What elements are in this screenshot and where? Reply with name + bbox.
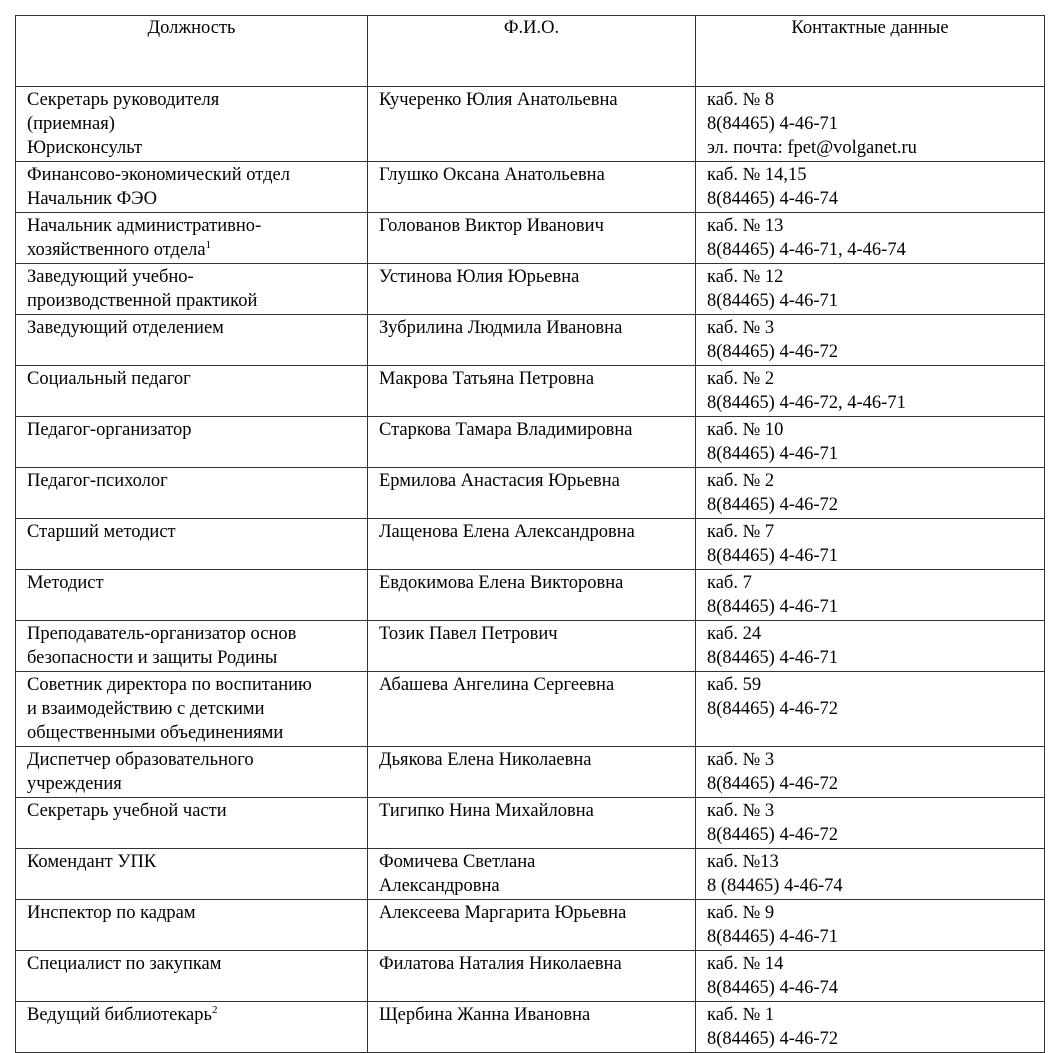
contacts-cell-line [707,748,1033,772]
footnote-marker: 1 [205,239,212,251]
position-cell-line [27,163,356,187]
position-cell-line [27,1003,356,1027]
table-row [16,366,1045,417]
name-cell [368,798,696,849]
name-cell [368,162,696,213]
header-contacts: Контактные данные [696,16,1045,87]
position-cell-text: Финансово-экономический отдел [27,165,290,185]
name-cell [368,570,696,621]
contacts-cell-text: 8(84465) 4-46-71, 4-46-74 [707,240,906,260]
header-position: Должность [16,16,368,87]
name-cell-text: Старкова Тамара Владимировна [379,420,633,440]
contacts-cell-line [707,673,1033,697]
name-cell-line [379,901,684,925]
position-cell [16,162,368,213]
contacts-cell-text: 8 (84465) 4-46-74 [707,876,843,896]
contacts-cell-line [707,391,1033,415]
contacts-cell [696,162,1045,213]
contacts-cell-line [707,571,1033,595]
table-row [16,468,1045,519]
contacts-cell [696,951,1045,1002]
name-cell [368,366,696,417]
position-cell-line [27,316,356,340]
name-cell [368,213,696,264]
position-cell-text: (приемная) [27,114,115,134]
contacts-cell-text: каб. №13 [707,852,779,872]
contacts-cell-line [707,1003,1033,1027]
contacts-cell-text: 8(84465) 4-46-72 [707,774,839,794]
position-cell-line [27,901,356,925]
contacts-cell-line [707,925,1033,949]
name-cell-text: Глушко Оксана Анатольевна [379,165,605,185]
contacts-cell-text: 8(84465) 4-46-74 [707,978,839,998]
position-cell [16,519,368,570]
name-cell-line [379,850,684,874]
position-cell-line [27,646,356,670]
position-cell [16,468,368,519]
contacts-cell-text: каб. 7 [707,573,752,593]
table-row [16,798,1045,849]
name-cell-text: Ермилова Анастасия Юрьевна [379,471,620,491]
contacts-cell-line [707,520,1033,544]
contacts-table [15,15,1045,1053]
name-cell-line [379,520,684,544]
name-cell-line [379,88,684,112]
name-cell-line [379,622,684,646]
position-cell [16,747,368,798]
contacts-cell-text: каб. № 9 [707,903,775,923]
contacts-cell-line [707,595,1033,619]
contacts-cell-line [707,976,1033,1000]
name-cell [368,672,696,747]
contacts-cell-text: 8(84465) 4-46-72 [707,495,839,515]
name-cell-text: Абашева Ангелина Сергеевна [379,675,615,695]
contacts-cell-line [707,340,1033,364]
name-cell-line [379,265,684,289]
name-cell [368,417,696,468]
position-cell [16,315,368,366]
contacts-cell-line [707,1027,1033,1051]
table-row [16,672,1045,747]
contacts-cell-line [707,901,1033,925]
table-row [16,570,1045,621]
contacts-cell-text: каб. № 14 [707,954,784,974]
contacts-cell-text: каб. № 2 [707,471,775,491]
contacts-cell-text: 8(84465) 4-46-72 [707,699,839,719]
contacts-cell-text: каб. № 14,15 [707,165,807,185]
contacts-cell-line [707,544,1033,568]
contacts-cell-line [707,469,1033,493]
contacts-cell-text: 8(84465) 4-46-72, 4-46-71 [707,393,906,413]
position-cell-text: учреждения [27,774,122,794]
position-cell-text: Преподаватель-организатор основ [27,624,297,644]
position-cell-text: безопасности и защиты Родины [27,648,278,668]
name-cell-text: Фомичева Светлана [379,852,536,872]
position-cell [16,951,368,1002]
position-cell [16,900,368,951]
position-cell-line [27,673,356,697]
contacts-cell [696,900,1045,951]
name-cell-text: Кучеренко Юлия Анатольевна [379,90,618,110]
table-row [16,747,1045,798]
name-cell-text: Тигипко Нина Михайловна [379,801,594,821]
position-cell-text: общественными объединениями [27,723,284,743]
contacts-cell [696,264,1045,315]
position-cell-text: Заведующий отделением [27,318,224,338]
position-cell-text: Диспетчер образовательного [27,750,254,770]
contacts-cell [696,519,1045,570]
position-cell-line [27,187,356,211]
name-cell [368,519,696,570]
table-row [16,315,1045,366]
position-cell-text: Ведущий библиотекарь [27,1005,212,1025]
table-header-row [16,16,1045,87]
name-cell-line [379,799,684,823]
name-cell-text: Александровна [379,876,500,896]
contacts-cell [696,366,1045,417]
contacts-cell-text: каб. № 13 [707,216,784,236]
contacts-cell-line [707,316,1033,340]
contacts-cell-text: 8(84465) 4-46-71 [707,648,839,668]
table-row [16,417,1045,468]
contacts-cell [696,315,1045,366]
name-cell-line [379,952,684,976]
name-cell-line [379,874,684,898]
name-cell-line [379,571,684,595]
position-cell [16,570,368,621]
name-cell [368,1002,696,1053]
contacts-cell-line [707,289,1033,313]
name-cell-line [379,418,684,442]
contacts-cell-line [707,697,1033,721]
contacts-cell-line [707,442,1033,466]
contacts-cell-text: 8(84465) 4-46-71 [707,444,839,464]
position-cell-text: Комендант УПК [27,852,157,872]
position-cell-line [27,952,356,976]
position-cell-line [27,772,356,796]
position-cell-line [27,418,356,442]
contacts-cell [696,621,1045,672]
position-cell-line [27,469,356,493]
position-cell-text: Заведующий учебно- [27,267,194,287]
contacts-cell-line [707,646,1033,670]
contacts-cell [696,672,1045,747]
position-cell [16,264,368,315]
position-cell-line [27,850,356,874]
position-cell [16,213,368,264]
name-cell-line [379,469,684,493]
contacts-cell-line [707,214,1033,238]
position-cell-text: Советник директора по воспитанию [27,675,312,695]
position-cell-text: Секретарь учебной части [27,801,227,821]
table-body [16,87,1045,1053]
name-cell-line [379,316,684,340]
contacts-cell-text: каб. № 1 [707,1005,775,1025]
name-cell-text: Голованов Виктор Иванович [379,216,604,236]
contacts-cell [696,570,1045,621]
contacts-cell-text: каб. № 12 [707,267,784,287]
contacts-cell-text: каб. № 7 [707,522,775,542]
contacts-cell-line [707,88,1033,112]
contacts-cell-line [707,418,1033,442]
contacts-cell-text: 8(84465) 4-46-72 [707,342,839,362]
position-cell-line [27,265,356,289]
contacts-cell [696,87,1045,162]
table-row [16,213,1045,264]
position-cell-text: Социальный педагог [27,369,191,389]
contacts-cell-text: 8(84465) 4-46-71 [707,546,839,566]
position-cell-line [27,289,356,313]
name-cell-line [379,163,684,187]
position-cell-line [27,136,356,160]
contacts-cell-line [707,163,1033,187]
table-row [16,519,1045,570]
contacts-cell-text: каб. 24 [707,624,762,644]
position-cell-line [27,112,356,136]
name-cell-text: Зубрилина Людмила Ивановна [379,318,623,338]
position-cell-text: Педагог-организатор [27,420,192,440]
table-row [16,264,1045,315]
name-cell [368,621,696,672]
name-cell [368,468,696,519]
contacts-cell-text: каб. № 10 [707,420,784,440]
contacts-cell-line [707,850,1033,874]
contacts-cell-line [707,622,1033,646]
contacts-cell [696,213,1045,264]
contacts-cell-line [707,772,1033,796]
name-cell-text: Алексеева Маргарита Юрьевна [379,903,627,923]
name-cell [368,951,696,1002]
name-cell-text: Щербина Жанна Ивановна [379,1005,591,1025]
position-cell-line [27,748,356,772]
position-cell-line [27,238,356,262]
name-cell-text: Устинова Юлия Юрьевна [379,267,580,287]
position-cell-text: Педагог-психолог [27,471,168,491]
position-cell-line [27,214,356,238]
name-cell-text: Филатова Наталия Николаевна [379,954,622,974]
contacts-cell-text: каб. 59 [707,675,762,695]
footnote-marker: 2 [211,1004,218,1016]
name-cell-text: Тозик Павел Петрович [379,624,558,644]
contacts-cell-line [707,187,1033,211]
name-cell-text: Евдокимова Елена Викторовна [379,573,624,593]
contacts-cell-text: 8(84465) 4-46-71 [707,291,839,311]
position-cell-line [27,367,356,391]
contacts-cell [696,849,1045,900]
contacts-cell-text: каб. № 8 [707,90,775,110]
position-cell-text: хозяйственного отдела [27,240,206,260]
contacts-cell-line [707,112,1033,136]
position-cell [16,417,368,468]
contacts-cell-line [707,493,1033,517]
position-cell-text: Секретарь руководителя [27,90,220,110]
position-cell-line [27,721,356,745]
contacts-cell-line [707,238,1033,262]
contacts-cell-text: 8(84465) 4-46-71 [707,927,839,947]
contacts-cell-line [707,823,1033,847]
table-row [16,162,1045,213]
name-cell-line [379,1003,684,1027]
position-cell-line [27,88,356,112]
contacts-cell-text: 8(84465) 4-46-72 [707,825,839,845]
name-cell [368,849,696,900]
contacts-cell-line [707,136,1033,160]
position-cell [16,366,368,417]
position-cell [16,1002,368,1053]
contacts-cell-text: каб. № 3 [707,318,775,338]
contacts-cell-text: каб. № 3 [707,750,775,770]
name-cell-line [379,748,684,772]
position-cell-text: Методист [27,573,104,593]
position-cell [16,672,368,747]
name-cell-text: Дьякова Елена Николаевна [379,750,592,770]
contacts-cell-line [707,952,1033,976]
contacts-cell [696,468,1045,519]
position-cell [16,798,368,849]
position-cell-text: Инспектор по кадрам [27,903,196,923]
contacts-cell [696,1002,1045,1053]
contacts-cell-line [707,874,1033,898]
contacts-cell-text: каб. № 2 [707,369,775,389]
position-cell-text: Старший методист [27,522,176,542]
table-row [16,87,1045,162]
position-cell-text: и взаимодействию с детскими [27,699,265,719]
contacts-cell [696,747,1045,798]
contacts-cell-line [707,799,1033,823]
position-cell-text: Специалист по закупкам [27,954,222,974]
table-row [16,900,1045,951]
name-cell [368,264,696,315]
name-cell-line [379,673,684,697]
position-cell-line [27,697,356,721]
name-cell [368,900,696,951]
position-cell-text: производственной практикой [27,291,258,311]
name-cell [368,315,696,366]
position-cell-line [27,520,356,544]
name-cell [368,747,696,798]
name-cell-text: Макрова Татьяна Петровна [379,369,595,389]
position-cell-line [27,622,356,646]
table-row [16,1002,1045,1053]
contacts-cell-text: 8(84465) 4-46-74 [707,189,839,209]
table-row [16,951,1045,1002]
name-cell-text: Лащенова Елена Александровна [379,522,635,542]
position-cell-text: Начальник ФЭО [27,189,158,209]
contacts-cell-text: 8(84465) 4-46-71 [707,114,839,134]
position-cell-line [27,799,356,823]
contacts-cell [696,417,1045,468]
position-cell-text: Начальник административно- [27,216,262,236]
contacts-cell-text: 8(84465) 4-46-71 [707,597,839,617]
contacts-cell-text: каб. № 3 [707,801,775,821]
contacts-cell [696,798,1045,849]
table-row [16,621,1045,672]
name-cell-line [379,214,684,238]
contacts-cell-text: эл. почта: fpet@volganet.ru [707,138,917,158]
position-cell-text: Юрисконсульт [27,138,143,158]
position-cell [16,849,368,900]
position-cell [16,621,368,672]
contacts-cell-line [707,265,1033,289]
header-name: Ф.И.О. [368,16,696,87]
position-cell [16,87,368,162]
contacts-cell-line [707,367,1033,391]
table-row [16,849,1045,900]
position-cell-line [27,571,356,595]
name-cell [368,87,696,162]
contacts-cell-text: 8(84465) 4-46-72 [707,1029,839,1049]
name-cell-line [379,367,684,391]
